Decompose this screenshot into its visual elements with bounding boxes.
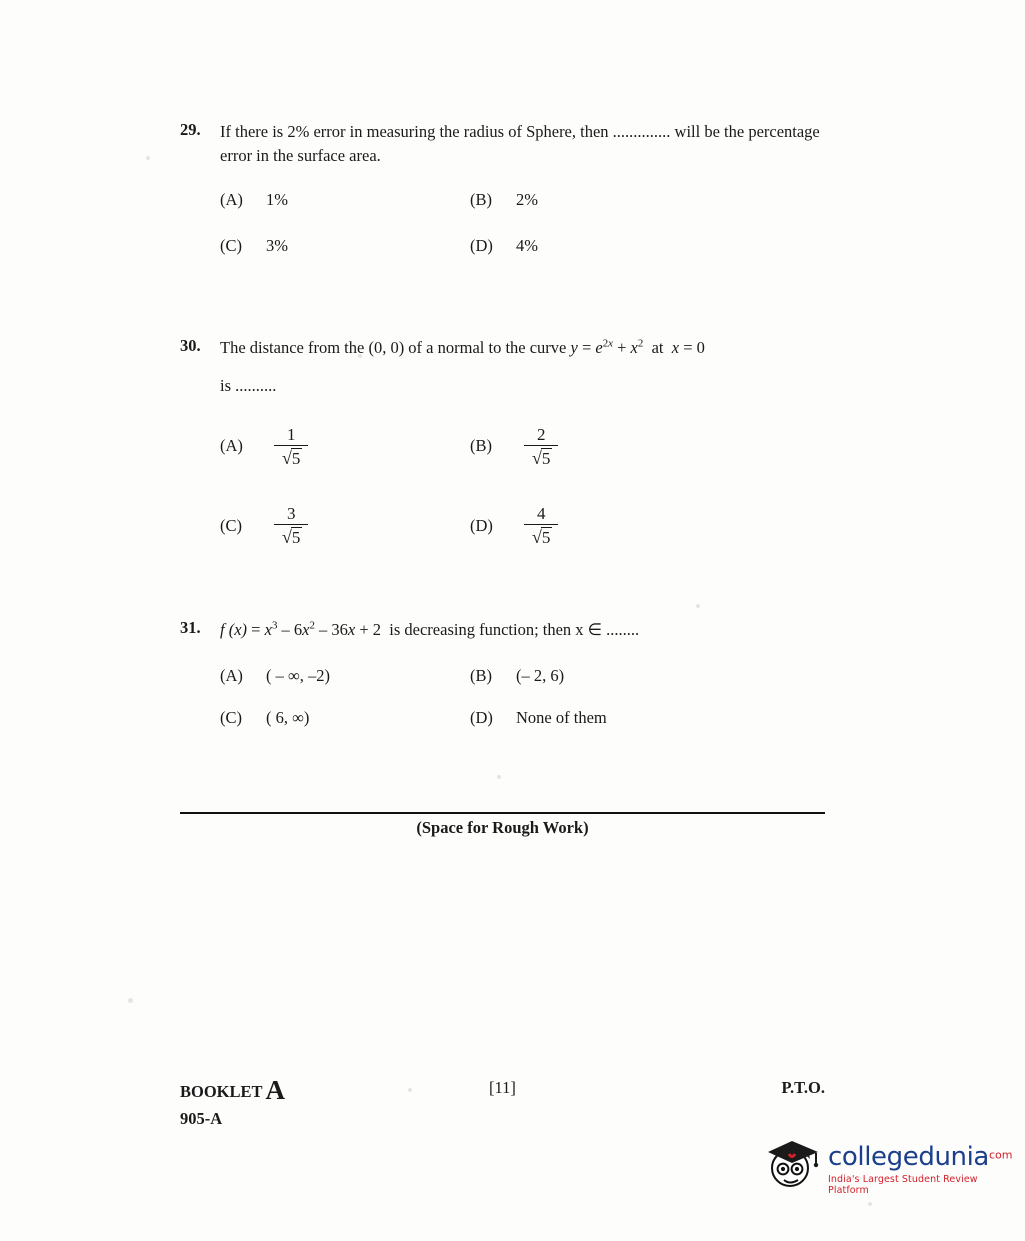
option-30-c[interactable] (220, 505, 470, 546)
option-30-b[interactable] (470, 426, 830, 467)
option-30-a[interactable] (220, 426, 470, 467)
option-29-a-value: 1% (266, 189, 288, 209)
graduation-cap-icon (762, 1132, 824, 1194)
option-31-b-value: (– 2, 6) (516, 666, 565, 686)
question-30-text: The distance from the (0, 0) of a normal to the curve $y = e^{2x} + x^2$ at x = 0 (220, 337, 705, 357)
option-30-a-fraction (274, 426, 308, 467)
option-29-a-label: (A) (220, 189, 243, 209)
option-29-c-label: (C) (220, 235, 242, 255)
option-29-b-value: 2% (516, 189, 538, 209)
page-footer (180, 1072, 825, 1129)
option-30-a-numerator: 1 (286, 424, 296, 444)
option-30-c-numerator: 3 (286, 504, 296, 524)
option-29-c-value: 3% (266, 235, 288, 255)
logo-tagline: India's Largest Student Review Platform (828, 1174, 978, 1196)
pto-label: P.T.O. (781, 1078, 825, 1097)
logo-tld: com (988, 1148, 1013, 1162)
question-29-number: 29. (180, 120, 201, 139)
option-30-d-label: (D) (470, 515, 493, 535)
option-31-a-value: ( – ∞, –2) (266, 666, 331, 686)
option-31-c[interactable] (220, 708, 470, 728)
option-29-d[interactable] (470, 236, 830, 256)
option-29-b-label: (B) (470, 189, 492, 209)
option-30-d[interactable] (470, 505, 830, 546)
option-31-b-label: (B) (470, 666, 492, 686)
question-31-text: f $(x) = x^3 - 6x^2 - 36x + 2$ is decreasing function; then x ∈ ........ (220, 619, 640, 640)
option-30-b-fraction (524, 426, 558, 467)
option-31-d-value: None of them (516, 708, 607, 728)
option-30-d-numerator: 4 (536, 504, 546, 524)
option-29-d-label: (D) (470, 235, 493, 255)
booklet-code: 905-A (180, 1109, 223, 1129)
booklet-label: BOOKLET (180, 1082, 263, 1101)
option-30-c-fraction (274, 505, 308, 546)
option-30-c-label: (C) (220, 515, 242, 535)
question-29-options (220, 190, 830, 256)
paper-speck (146, 156, 150, 160)
option-29-a[interactable] (220, 190, 470, 210)
paper-speck (497, 775, 501, 779)
option-31-c-value: ( 6, ∞) (266, 708, 310, 728)
question-31 (180, 618, 830, 728)
option-30-b-denominator: √5 (532, 448, 551, 469)
rough-work-label: (Space for Rough Work) (416, 818, 589, 837)
logo-word: collegedunia (828, 1142, 989, 1172)
question-30-header (180, 336, 830, 360)
option-29-c[interactable] (220, 236, 470, 256)
option-30-c-denominator: √5 (282, 527, 301, 548)
question-30 (180, 336, 830, 547)
option-31-a-label: (A) (220, 666, 243, 686)
option-30-b-label: (B) (470, 436, 492, 456)
page-number: [11] (489, 1078, 516, 1097)
question-30-expression: y (570, 337, 578, 357)
option-30-d-fraction (524, 505, 558, 546)
section-divider (180, 812, 825, 814)
option-31-d[interactable] (470, 708, 830, 728)
question-30-text-prefix: The distance from the (0, 0) of a normal to the curve (220, 337, 571, 357)
option-30-d-denominator: √5 (532, 527, 551, 548)
question-31-options (220, 666, 830, 728)
question-31-header (180, 618, 830, 642)
option-31-a[interactable] (220, 666, 470, 686)
option-31-c-label: (C) (220, 708, 242, 728)
logo-wordmark (828, 1142, 1012, 1172)
question-29-header (180, 120, 830, 168)
question-31-text-suffix: is decreasing function; then x ∈ ........ (389, 620, 640, 640)
question-29 (180, 120, 830, 256)
questions-container (180, 120, 830, 734)
option-31-b[interactable] (470, 666, 830, 686)
option-30-b-numerator: 2 (536, 424, 546, 444)
option-30-a-label: (A) (220, 436, 243, 456)
question-31-expression: f (220, 620, 225, 640)
option-31-d-label: (D) (470, 708, 493, 728)
question-30-options (220, 426, 830, 547)
question-30-number: 30. (180, 335, 201, 355)
paper-speck (128, 998, 133, 1003)
option-30-a-denominator: √5 (282, 448, 301, 469)
collegedunia-logo (762, 1128, 1013, 1208)
question-29-text: If there is 2% error in measuring the radius of Sphere, then .............. will be the percentage error in the surface area. (220, 122, 820, 165)
booklet-letter: A (265, 1075, 286, 1105)
option-29-b[interactable] (470, 190, 830, 210)
option-29-d-value: 4% (516, 235, 538, 255)
question-30-text-suffix: is .......... (220, 375, 277, 395)
logo-text-block (828, 1142, 1012, 1196)
question-31-number: 31. (180, 618, 201, 638)
